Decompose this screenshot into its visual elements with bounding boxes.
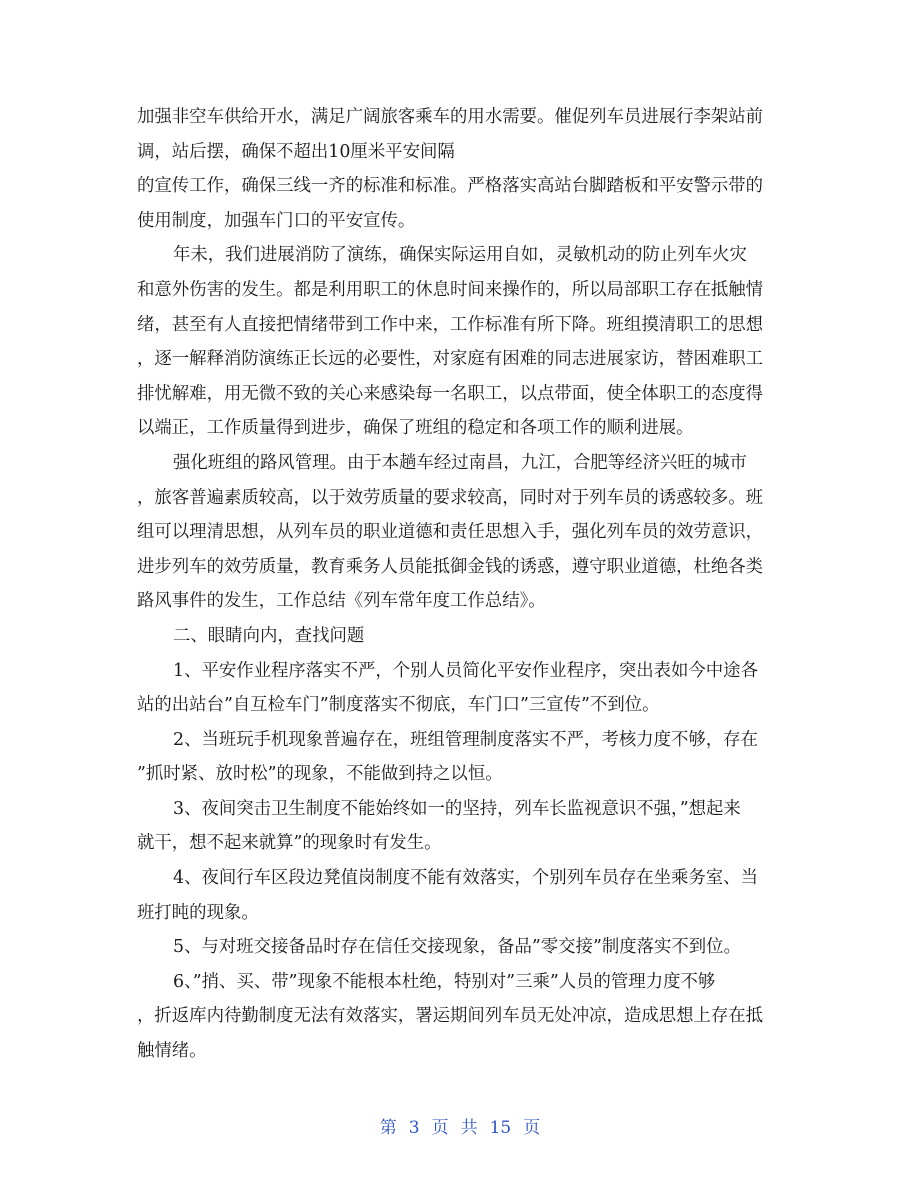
text-line: ，逐一解释消防演练正长远的必要性，对家庭有困难的同志进展家访，替困难职工	[137, 349, 764, 370]
text-line: 6、”捎、买、带”现象不能根本杜绝，特别对”三乘”人员的管理力度不够	[173, 971, 716, 992]
text-line: 和意外伤害的发生。都是利用职工的休息时间来操作的，所以局部职工存在抵触情	[137, 279, 764, 300]
text-line: 加强非空车供给开水，满足广阔旅客乘车的用水需要。催促列车员进展行李架站前	[137, 107, 764, 127]
footer-prefix: 第	[379, 1118, 397, 1138]
text-line: 进步列车的效劳质量，教育乘务人员能抵御金钱的诱惑，遵守职业道德，杜绝各类	[137, 556, 764, 577]
footer-total-word: 共	[460, 1118, 478, 1138]
text-line: ”抓时紧、放时松”的现象，不能做到持之以恒。	[137, 764, 503, 785]
footer-total-pages: 15	[489, 1118, 512, 1138]
text-line: 以端正，工作质量得到进步，确保了班组的稳定和各项工作的顺利进展。	[137, 418, 694, 439]
text-line: 1、平安作业程序落实不严，个别人员简化平安作业程序，突出表如今中途各	[173, 660, 758, 681]
text-line: 3、夜间突击卫生制度不能始终如一的坚持，列车长监视意识不强，”想起来	[173, 798, 741, 819]
footer-page-word: 页	[431, 1118, 449, 1138]
document-body	[137, 100, 787, 1069]
text-line: ，旅客普遍素质较高，以于效劳质量的要求较高，同时对于列车员的诱惑较多。班	[137, 487, 764, 508]
text-line: 年未，我们进展消防了演练，确保实际运用自如，灵敏机动的防止列车火灾	[173, 245, 747, 266]
text-line: 二、眼睛向内，查找问题	[173, 625, 365, 646]
text-line: 调，站后摆，确保不超出10厘米平安间隔	[137, 141, 455, 162]
footer-current-page: 3	[408, 1118, 420, 1138]
text-line: 4、夜间行车区段边凳值岗制度不能有效落实，个别列车员存在坐乘务室、当	[173, 868, 758, 889]
text-line: 就干，想不起来就算”的现象时有发生。	[137, 833, 442, 854]
text-line: 5、与对班交接备品时存在信任交接现象，备品”零交接”制度落实不到位。	[173, 937, 741, 958]
text-line: 强化班组的路风管理。由于本趟车经过南昌，九江，合肥等经济兴旺的城市	[173, 452, 747, 473]
text-line: 的宣传工作，确保三线一齐的标准和标准。严格落实高站台脚踏板和平安警示带的	[137, 176, 764, 197]
text-line: 班打盹的现象。	[137, 902, 259, 923]
footer-suffix: 页	[523, 1118, 541, 1138]
text-line: 使用制度，加强车门口的平安宣传。	[137, 210, 416, 231]
text-line: 绪，甚至有人直接把情绪带到工作中来，工作标准有所下降。班组摸清职工的思想	[137, 314, 764, 335]
text-line: ，折返库内待勤制度无法有效落实，署运期间列车员无处冲凉，造成思想上存在抵	[137, 1006, 764, 1027]
text-line: 站的出站台”自互检车门”制度落实不彻底，车门口”三宣传”不到位。	[137, 695, 660, 716]
text-line: 排忧解难，用无微不致的关心来感染每一名职工，以点带面，使全体职工的态度得	[137, 383, 764, 404]
page-footer	[0, 1113, 920, 1138]
text-line: 触情绪。	[137, 1041, 207, 1062]
text-line: 路风事件的发生，工作总结《列车常年度工作总结》。	[137, 591, 546, 612]
text-line: 组可以理清思想，从列车员的职业道德和责任思想入手，强化列车员的效劳意识，	[137, 522, 764, 543]
text-line: 2、当班玩手机现象普遍存在，班组管理制度落实不严，考核力度不够，存在	[173, 729, 758, 750]
